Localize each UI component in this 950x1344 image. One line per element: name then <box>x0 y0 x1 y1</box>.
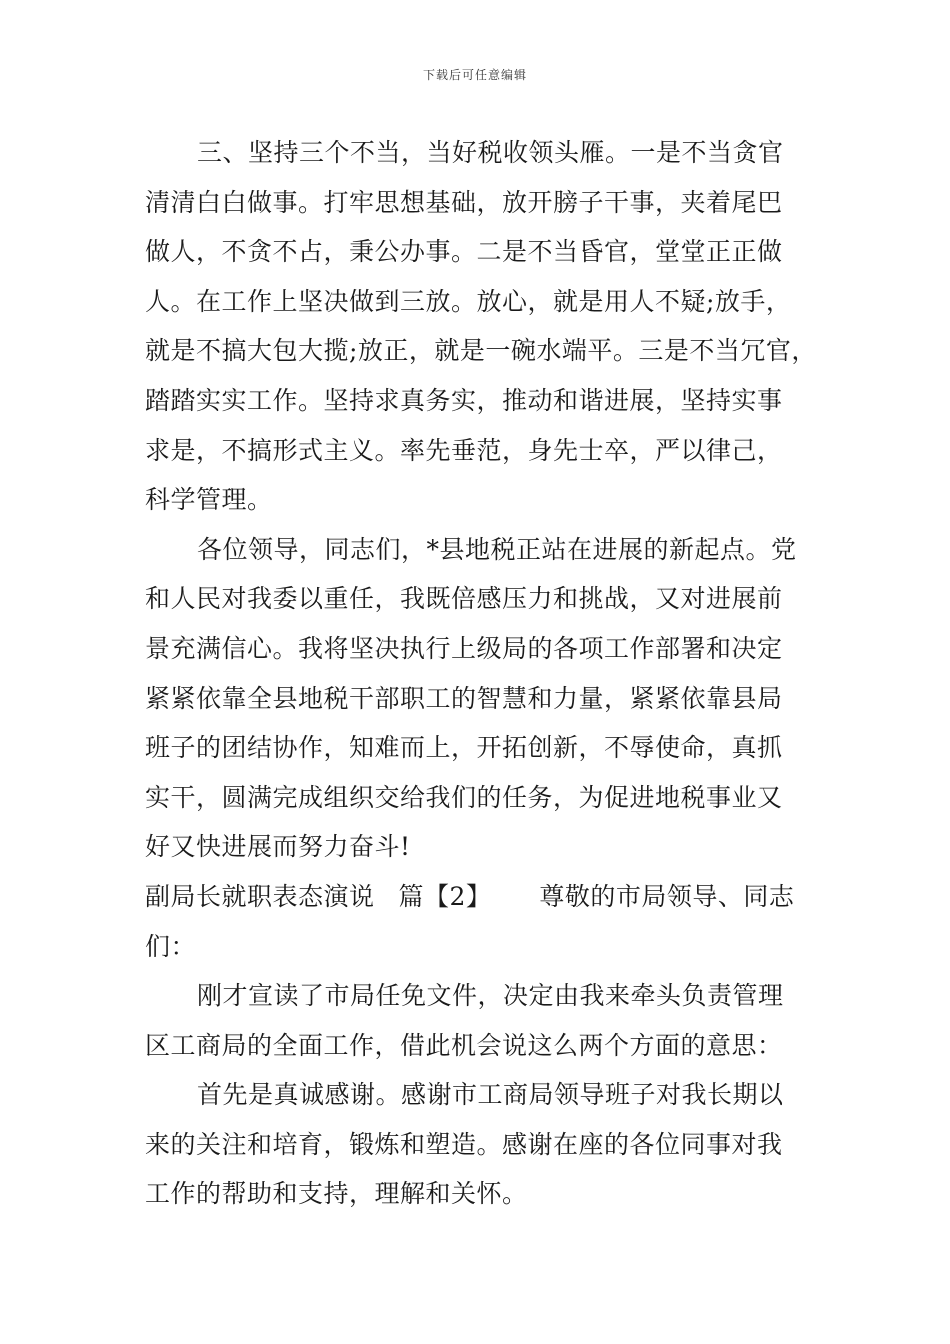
text-line: 紧紧依靠全县地税干部职工的智慧和力量，紧紧依靠县局 <box>145 683 783 713</box>
text-line: 做人，不贪不占，秉公办事。二是不当昏官，堂堂正正做 <box>145 237 783 267</box>
text-line: 各位领导，同志们，*县地税正站在进展的新起点。党 <box>197 534 797 564</box>
text-line: 好又快进展而努力奋斗! <box>145 832 411 862</box>
text-line: 就是不搞大包大揽;放正，就是一碗水端平。三是不当冗官， <box>145 336 817 366</box>
text-line: 清清白白做事。打牢思想基础，放开膀子干事，夹着尾巴 <box>145 187 783 217</box>
text-line: 科学管理。 <box>145 485 273 515</box>
text-line: 求是，不搞形式主义。率先垂范，身先士卒，严以律己， <box>145 435 783 465</box>
salutation: 尊敬的市局领导、同志 <box>539 881 795 911</box>
text-line: 首先是真诚感谢。感谢市工商局领导班子对我长期以 <box>197 1080 784 1110</box>
text-line: 工作的帮助和支持，理解和关怀。 <box>145 1179 528 1209</box>
text-line: 来的关注和培育，锻炼和塑造。感谢在座的各位同事对我 <box>145 1129 783 1159</box>
text-line: 刚才宣读了市局任免文件，决定由我来牵头负责管理 <box>197 981 784 1011</box>
text-line: 和人民对我委以重任，我既倍感压力和挑战，又对进展前 <box>145 584 783 614</box>
section-heading-line <box>145 872 810 922</box>
text-line: 景充满信心。我将坚决执行上级局的各项工作部署和决定 <box>145 633 783 663</box>
document-body <box>145 128 817 1219</box>
text-line: 实干，圆满完成组织交给我们的任务，为促进地税事业又 <box>145 782 783 812</box>
text-line: 三、坚持三个不当，当好税收领头雁。一是不当贪官 <box>197 138 784 167</box>
text-line: 们： <box>145 931 197 961</box>
section-title: 副局长就职表态演说 <box>145 881 375 911</box>
text-line: 踏踏实实工作。坚持求真务实，推动和谐进展，坚持实事 <box>145 385 783 415</box>
header-note: 下载后可任意编辑 <box>422 68 527 82</box>
section-part-label: 篇【2】 <box>398 881 492 911</box>
text-line: 班子的团结协作，知难而上，开拓创新，不辱使命，真抓 <box>145 733 783 763</box>
text-line: 区工商局的全面工作，借此机会说这么两个方面的意思： <box>145 1030 783 1060</box>
text-line: 人。在工作上坚决做到三放。放心，就是用人不疑;放手， <box>145 286 792 316</box>
